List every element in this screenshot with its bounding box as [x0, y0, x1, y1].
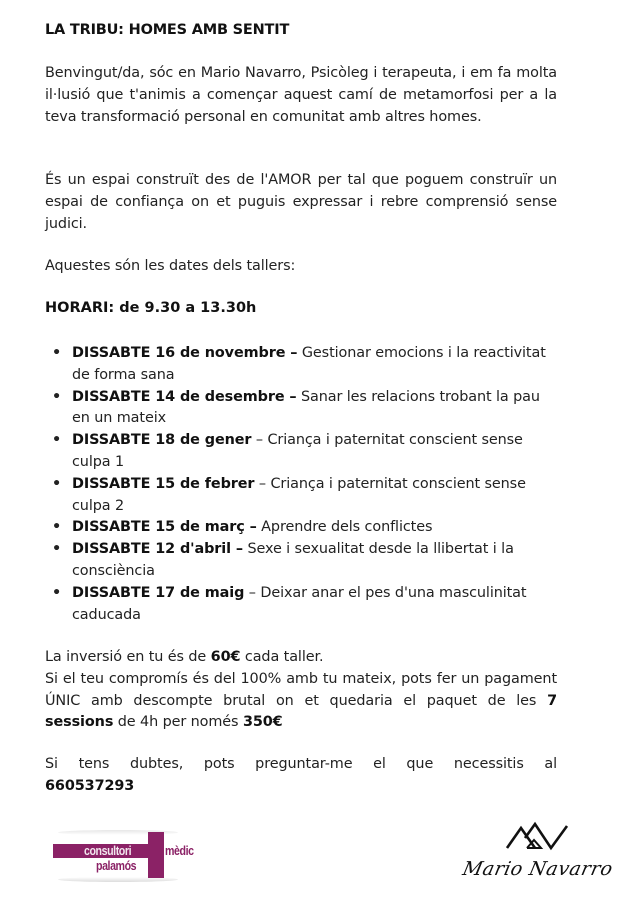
mario-navarro-logo	[455, 818, 625, 898]
bullet-icon: •	[52, 541, 62, 558]
signature: Mario Navarro	[460, 858, 615, 880]
workshop-item	[52, 430, 562, 474]
bullet-icon: •	[52, 584, 62, 601]
bullet-icon: •	[52, 388, 62, 405]
price-text: cada taller.	[240, 649, 324, 665]
workshop-topic: Aprendre dels conflictes	[256, 519, 433, 536]
bullet-icon: •	[52, 519, 62, 536]
workshop-topic: Gestionar emocions i la reactivitat de forma sana	[72, 345, 546, 383]
workshop-topic: Sanar les relacions trobant la pau en un mateix	[72, 388, 540, 427]
space-paragraph: És un espai construït des de l'AMOR per tal que poguem construïr un espai de confiança on et puguis expressar i rebre comprensió sense judici.	[45, 172, 557, 232]
workshop-date: DISSABTE 15 de març –	[72, 519, 257, 536]
workshop-date: DISSABTE 14 de desembre –	[72, 388, 297, 405]
workshop-date: DISSABTE 12 d'abril –	[72, 541, 243, 558]
workshop-date: DISSABTE 15 de febrer	[72, 475, 255, 492]
intro-paragraph: Benvingut/da, sóc en Mario Navarro, Psicòleg i terapeuta, i em fa molta il·lusió que t'animis a començar aquest camí de metamorfosi per a la teva transformació personal en comunitat amb altres homes.	[45, 65, 557, 125]
mountains-icon	[455, 818, 625, 858]
workshop-date: DISSABTE 16 de novembre –	[72, 345, 298, 361]
logo-word-consultori: consultori	[84, 844, 132, 858]
workshop-item	[52, 517, 562, 539]
logo-word-palamos: palamós	[96, 859, 137, 873]
logo-word-medic: mèdic	[165, 844, 194, 858]
workshop-list	[52, 343, 562, 626]
contact-phone-line	[45, 776, 557, 798]
price-per-workshop: 60€	[210, 649, 241, 665]
workshop-item	[52, 583, 562, 627]
workshop-item	[52, 343, 562, 387]
workshop-date: DISSABTE 17 de maig	[72, 584, 245, 601]
package-sessions: 7 sessions	[45, 692, 557, 731]
contact-section	[45, 754, 557, 798]
package-price: 350€	[242, 714, 283, 731]
workshop-item	[52, 387, 562, 431]
document-title: LA TRIBU: HOMES AMB SENTIT	[45, 22, 290, 38]
workshop-topic: – Criança i paternitat conscient sense culpa 1	[72, 432, 523, 470]
contact-text: Si tens dubtes, pots preguntar-me el que necessitis al	[45, 756, 557, 772]
package-paragraph	[45, 669, 557, 734]
price-section	[45, 647, 557, 734]
package-text: Si el teu compromís és del 100% amb tu mateix, pots fer un pagament ÚNIC amb descompte brutal on et quedaria el paquet de les	[45, 670, 557, 709]
workshop-date: DISSABTE 18 de gener	[72, 432, 252, 449]
bullet-icon: •	[52, 475, 62, 492]
workshop-topic: Sexe i sexualitat desde la llibertat i la consciència	[72, 541, 514, 579]
schedule-heading: HORARI: de 9.30 a 13.30h	[45, 300, 257, 316]
price-text: La inversió en tu és de	[45, 649, 211, 665]
phone-number[interactable]: 660537293	[45, 777, 135, 794]
bullet-icon: •	[52, 345, 62, 361]
dates-intro: Aquestes són les dates dels tallers:	[45, 258, 296, 274]
workshop-topic: – Deixar anar el pes d'una masculinitat caducada	[72, 584, 527, 623]
consultori-medic-logo	[48, 826, 194, 884]
workshop-topic: – Criança i paternitat conscient sense culpa 2	[72, 475, 526, 514]
package-text: de 4h per només	[113, 714, 243, 731]
cross-vertical-bar	[148, 832, 164, 878]
bullet-icon: •	[52, 432, 62, 449]
workshop-item	[52, 474, 562, 518]
price-line	[45, 647, 557, 669]
workshop-item	[52, 539, 562, 583]
